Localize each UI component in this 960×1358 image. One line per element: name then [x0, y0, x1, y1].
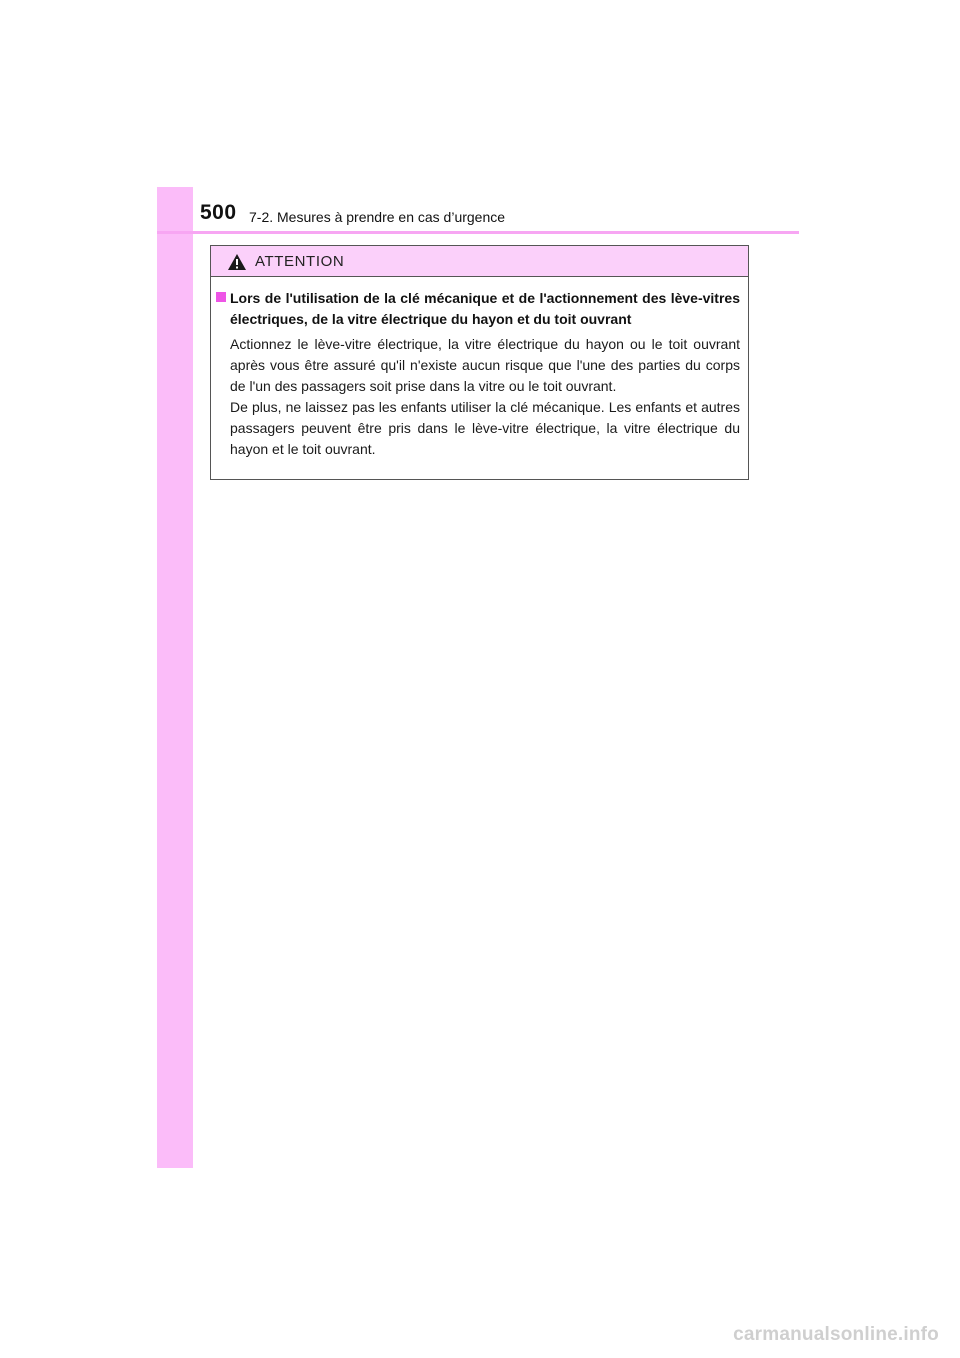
warning-body: [211, 288, 748, 460]
warning-box: [210, 245, 749, 480]
warning-title: ATTENTION: [255, 253, 345, 270]
section-title: 7-2. Mesures à prendre en cas d’urgence: [249, 209, 506, 225]
warning-paragraph-1: Actionnez le lève-vitre électrique, la vitre électrique du hayon ou le toit ouvrant après vous être assuré qu'il n'existe aucun risque que l'une des parties du corps de l'un des passagers soit prise dans la vitre ou le toit ouvrant.: [230, 336, 740, 394]
warning-header: [211, 246, 748, 277]
side-color-band: [157, 187, 193, 1168]
warning-paragraph-2: De plus, ne laissez pas les enfants utiliser la clé mécanique. Les enfants et autres passagers peuvent être pris dans le lève-vitre électrique, la vitre électrique du hayon et le toit ouvrant.: [230, 399, 740, 457]
bullet-square-icon: [216, 292, 226, 302]
page-number: 500: [200, 201, 237, 224]
warning-heading: Lors de l'utilisation de la clé mécanique et de l'actionnement des lève-vitres électriques, de la vitre électrique du hayon et du toit ouvrant: [230, 290, 740, 327]
watermark-text: carmanualsonline.info: [733, 1324, 939, 1345]
warning-triangle-icon: [227, 253, 247, 271]
header-rule: [157, 231, 799, 234]
